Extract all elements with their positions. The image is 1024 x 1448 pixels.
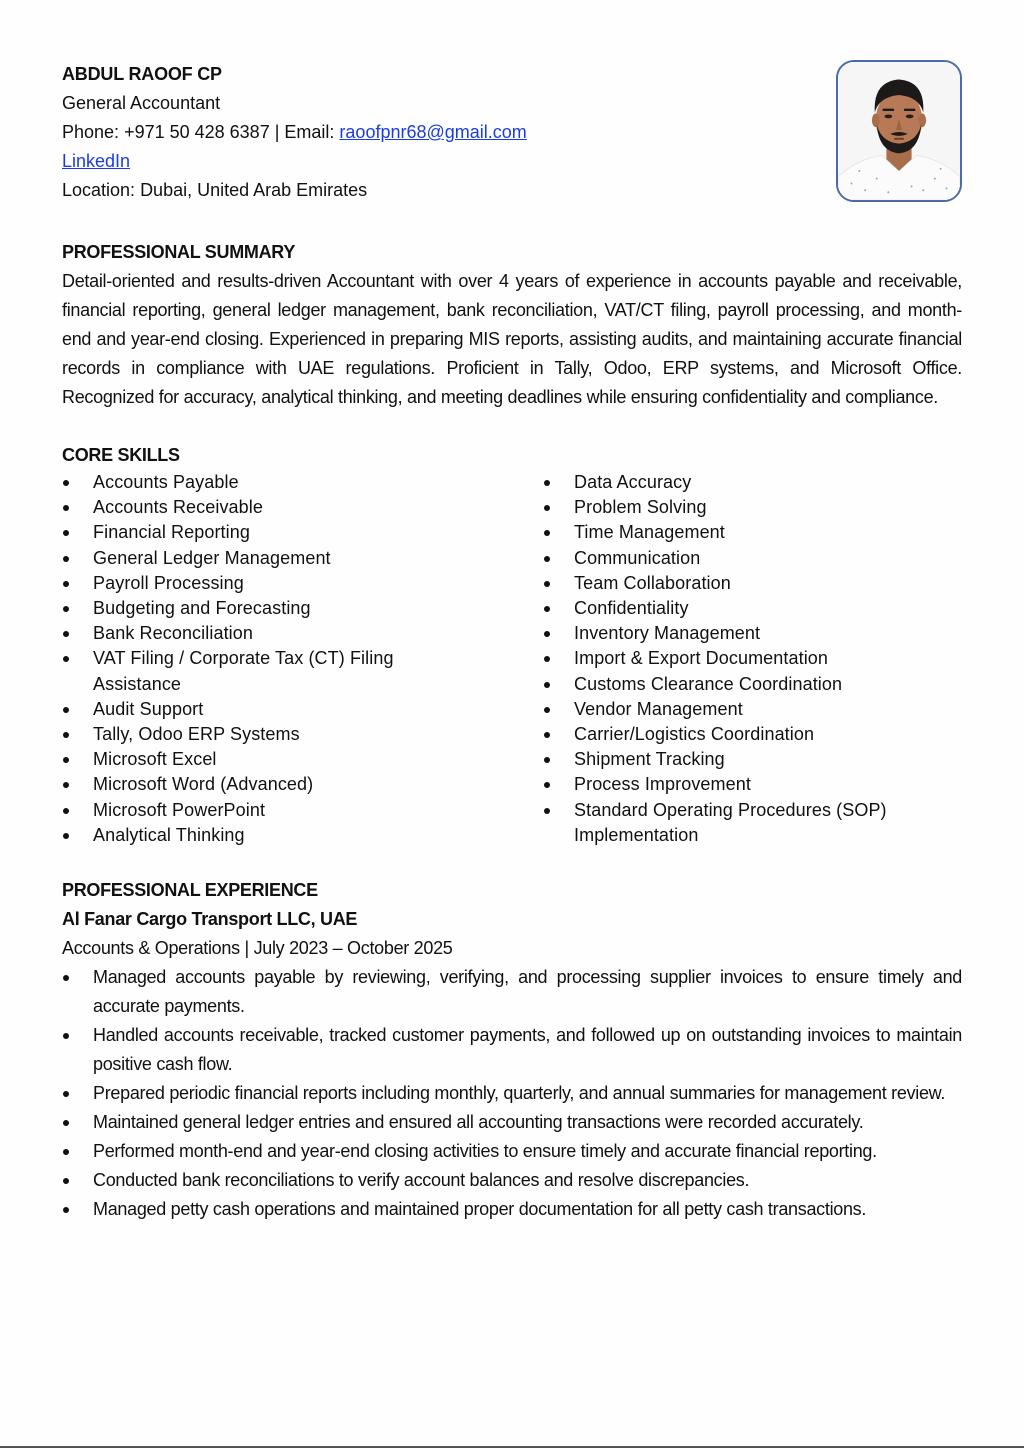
job-bullet: Managed petty cash operations and maintained proper documentation for all petty cash transactions. bbox=[62, 1195, 962, 1224]
profile-photo bbox=[836, 60, 962, 202]
phone-label: Phone: bbox=[62, 122, 125, 142]
skills-column-right bbox=[543, 470, 962, 848]
skill-item: Analytical Thinking bbox=[62, 823, 543, 848]
skill-item: Team Collaboration bbox=[543, 571, 962, 596]
summary-heading: PROFESSIONAL SUMMARY bbox=[62, 242, 296, 262]
job-bullet: Managed accounts payable by reviewing, verifying, and processing supplier invoices to ensure timely and accurate payments. bbox=[62, 963, 962, 1021]
skill-item: Microsoft Excel bbox=[62, 747, 543, 772]
summary-text: Detail-oriented and results-driven Accountant with over 4 years of experience in accounts payable and receivable, financial reporting, general ledger management, bank reconciliation, VAT/CT filing, payroll processing, and month-end and year-end closing. Experienced in preparing MIS reports, assisting audits, and maintaining accurate financial records in compliance with UAE regulations. Proficient in Tally, Odoo, ERP systems, and Microsoft Office. Recognized for accuracy, analytical thinking, and meeting deadlines while ensuring confidentiality and compliance. bbox=[62, 271, 962, 407]
skill-item: Problem Solving bbox=[543, 495, 962, 520]
job-bullet: Prepared periodic financial reports including monthly, quarterly, and annual summaries for management review. bbox=[62, 1079, 962, 1108]
company-name: Al Fanar Cargo Transport LLC, UAE bbox=[62, 909, 358, 930]
job-role-dates: Accounts & Operations | July 2023 – October 2025 bbox=[62, 938, 453, 959]
location-value: Dubai, United Arab Emirates bbox=[140, 180, 368, 200]
header bbox=[62, 60, 962, 210]
skill-item: Tally, Odoo ERP Systems bbox=[62, 722, 543, 747]
phone-number: +971 50 428 6387 bbox=[124, 122, 270, 142]
skill-item: Confidentiality bbox=[543, 596, 962, 621]
contact-separator: | bbox=[269, 122, 285, 142]
skill-item: Microsoft PowerPoint bbox=[62, 798, 543, 823]
experience-heading: PROFESSIONAL EXPERIENCE bbox=[62, 880, 318, 901]
contact-line bbox=[62, 118, 962, 147]
skill-item: Process Improvement bbox=[543, 772, 962, 797]
job-bullet: Maintained general ledger entries and ensured all accounting transactions were recorded accurately. bbox=[62, 1108, 962, 1137]
skill-item: VAT Filing / Corporate Tax (CT) Filing Assistance bbox=[62, 646, 543, 696]
job-title: General Accountant bbox=[62, 93, 221, 113]
person-portrait-icon bbox=[838, 62, 960, 200]
skill-item: Budgeting and Forecasting bbox=[62, 596, 543, 621]
job-entry bbox=[62, 905, 962, 1224]
skill-item: Inventory Management bbox=[543, 621, 962, 646]
linkedin-link[interactable]: LinkedIn bbox=[62, 151, 131, 171]
job-bullet: Performed month-end and year-end closing activities to ensure timely and accurate financial reporting. bbox=[62, 1137, 962, 1166]
resume-page bbox=[62, 60, 962, 1224]
location-line bbox=[62, 176, 962, 205]
email-link[interactable]: raoofpnr68@gmail.com bbox=[339, 122, 527, 142]
skill-item: Microsoft Word (Advanced) bbox=[62, 772, 543, 797]
skill-item: Financial Reporting bbox=[62, 520, 543, 545]
skill-item: Time Management bbox=[543, 520, 962, 545]
skill-item: Vendor Management bbox=[543, 697, 962, 722]
skills-column-left bbox=[62, 470, 543, 848]
linkedin-line bbox=[62, 147, 962, 176]
job-bullet: Handled accounts receivable, tracked customer payments, and followed up on outstanding invoices to maintain positive cash flow. bbox=[62, 1021, 962, 1079]
skill-item: Bank Reconciliation bbox=[62, 621, 543, 646]
skill-item: Payroll Processing bbox=[62, 571, 543, 596]
skill-item: Accounts Payable bbox=[62, 470, 543, 495]
location-label: Location: bbox=[62, 180, 141, 200]
candidate-name: ABDUL RAOOF CP bbox=[62, 64, 222, 84]
skill-item: Accounts Receivable bbox=[62, 495, 543, 520]
skill-item: Shipment Tracking bbox=[543, 747, 962, 772]
skills-list bbox=[62, 470, 962, 848]
skill-item: Data Accuracy bbox=[543, 470, 962, 495]
skill-item: Import & Export Documentation bbox=[543, 646, 962, 671]
skill-item: General Ledger Management bbox=[62, 546, 543, 571]
skill-item: Customs Clearance Coordination bbox=[543, 672, 962, 697]
skill-item: Standard Operating Procedures (SOP) Implementation bbox=[543, 798, 962, 848]
skill-item: Carrier/Logistics Coordination bbox=[543, 722, 962, 747]
job-bullet: Conducted bank reconciliations to verify account balances and resolve discrepancies. bbox=[62, 1166, 962, 1195]
skills-heading: CORE SKILLS bbox=[62, 445, 180, 465]
job-bullets bbox=[62, 963, 962, 1224]
email-label: Email: bbox=[284, 122, 340, 142]
skill-item: Audit Support bbox=[62, 697, 543, 722]
skill-item: Communication bbox=[543, 546, 962, 571]
